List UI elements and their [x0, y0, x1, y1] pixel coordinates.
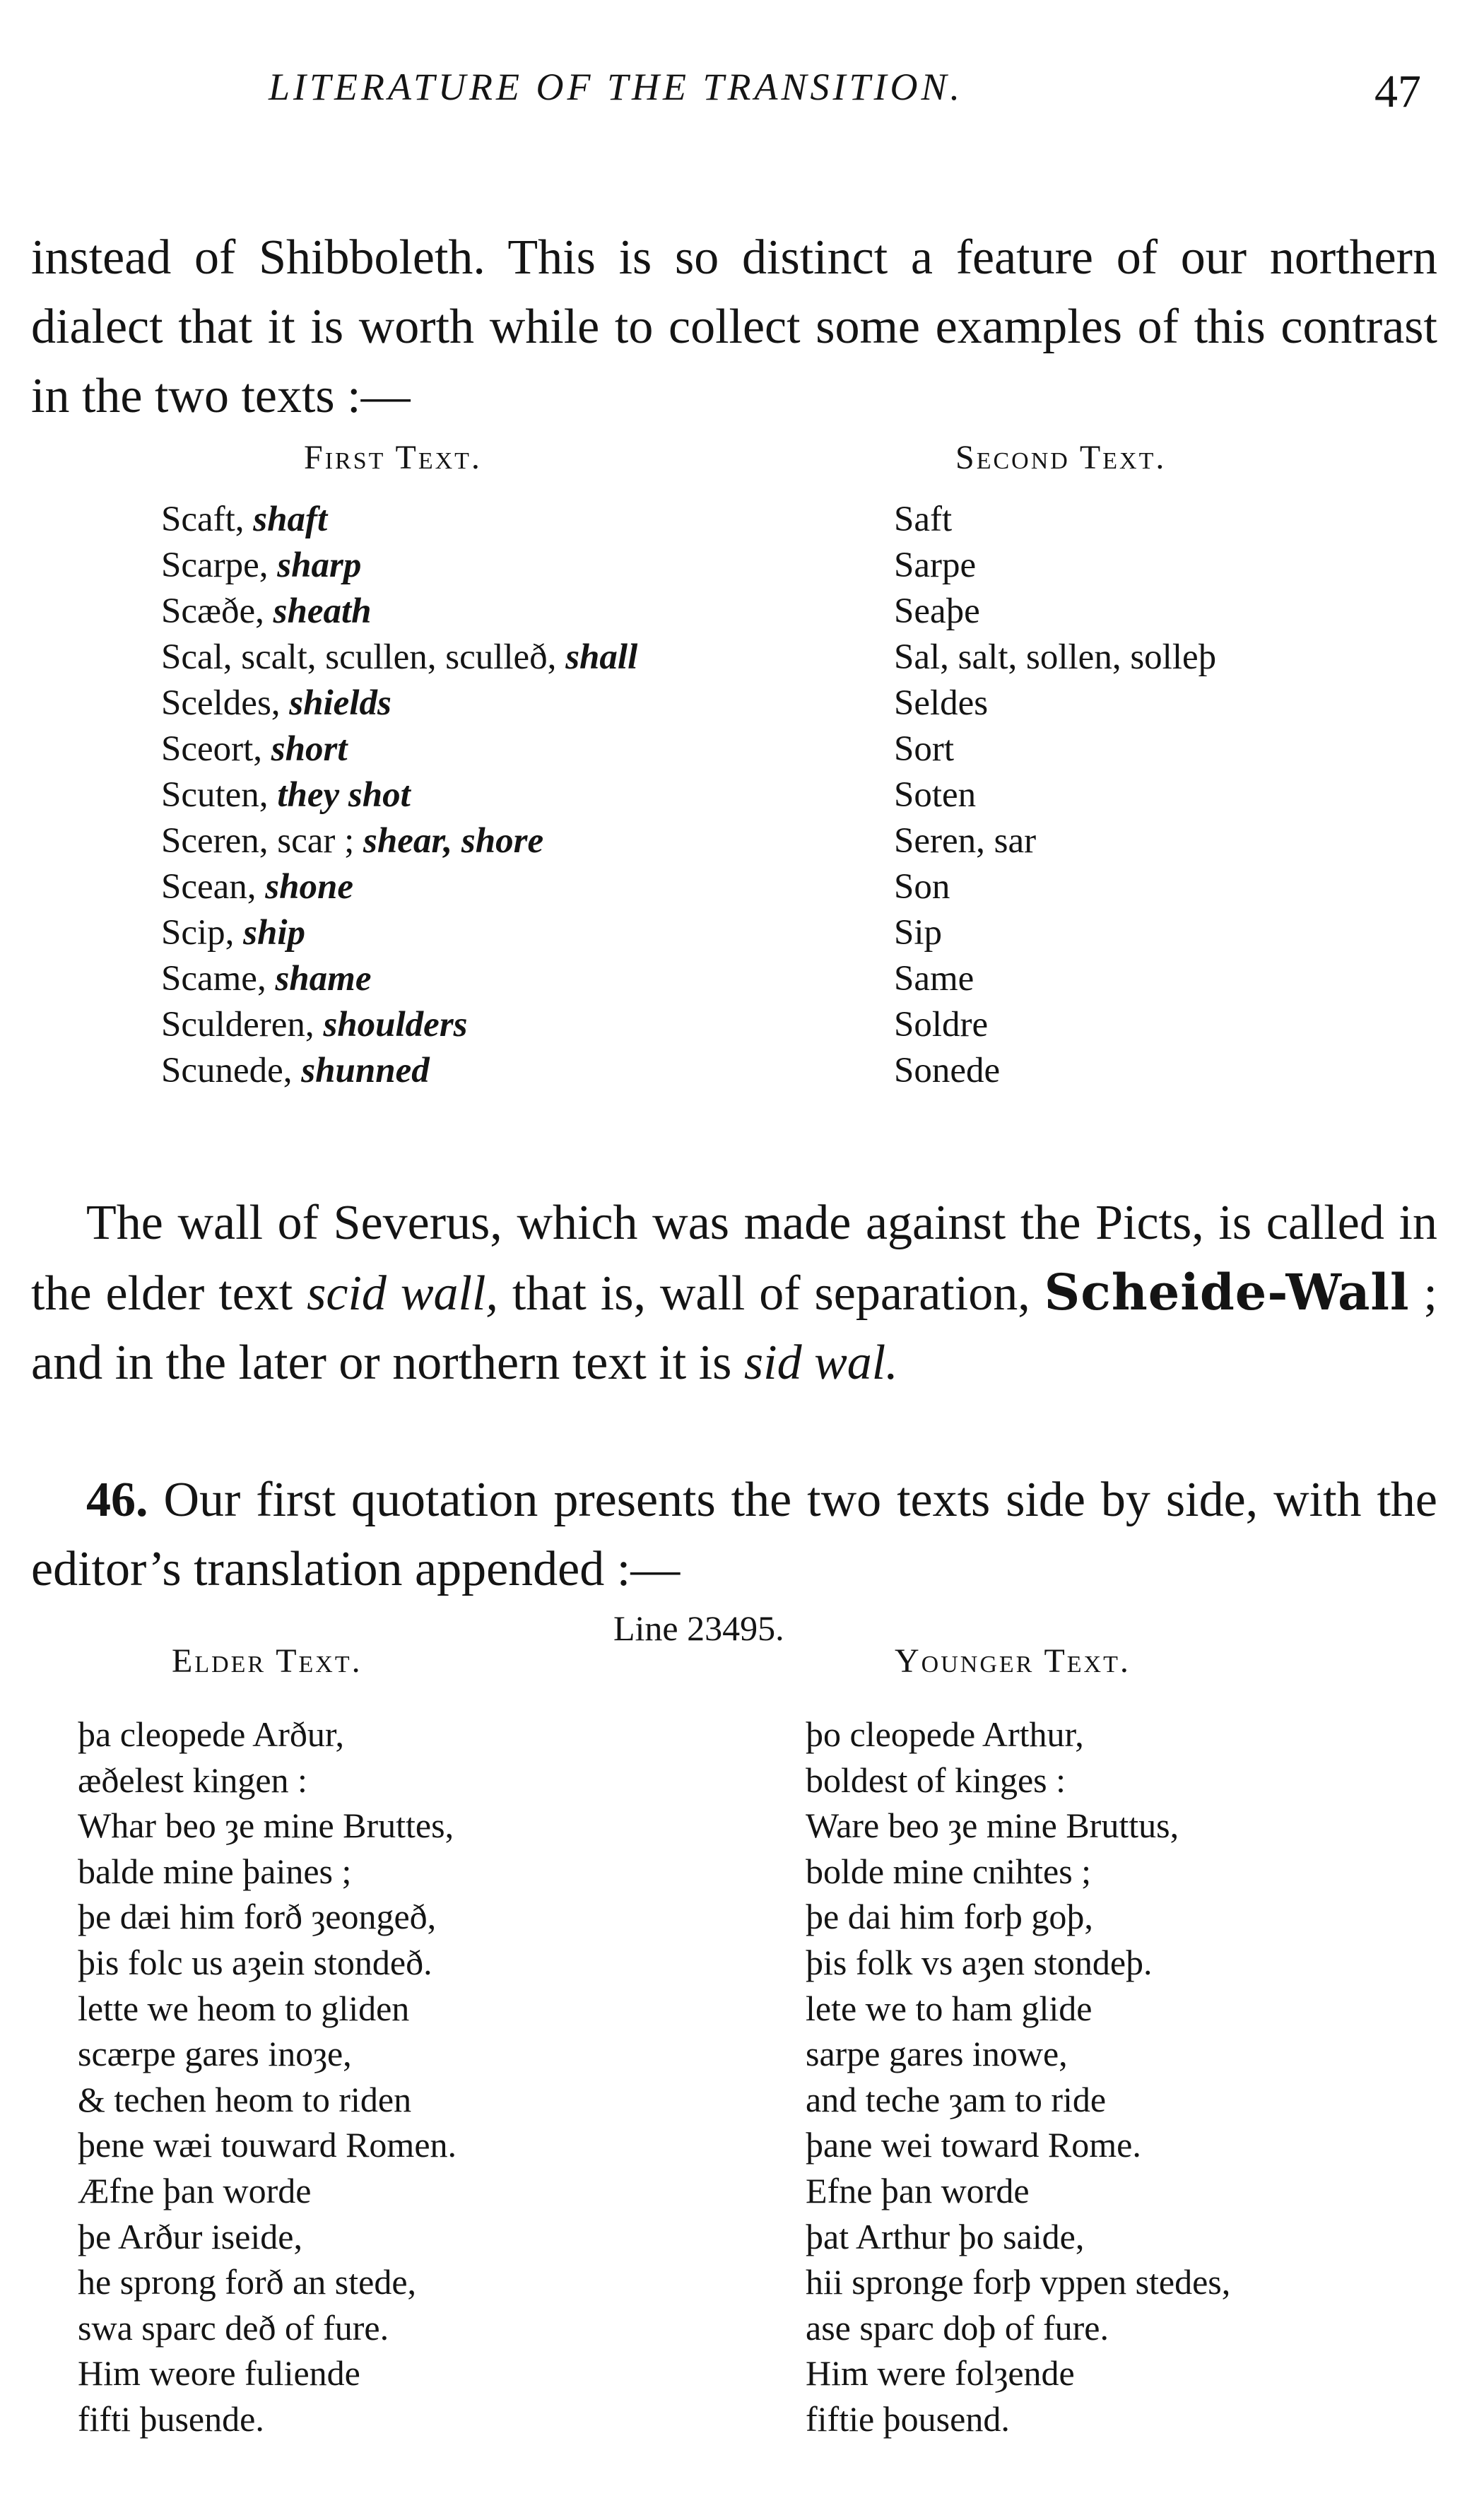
list-item: Same [894, 959, 974, 999]
verse-line: æðelest kingen : [78, 1760, 307, 1800]
wall-paragraph: The wall of Severus, which was made against the Picts, is called in the elder text scid wall, that is, wall of separation, Scheide-Wall ; and in the later or northern text it is sid wal. [31, 1196, 1437, 1390]
list-item: Seren, sar [894, 821, 1037, 861]
verse-line: boldest of kinges : [806, 1760, 1066, 1800]
list-item: Soten [894, 775, 977, 815]
list-item: Seaþe [894, 591, 980, 631]
list-item: Sal, salt, sollen, solleþ [894, 637, 1217, 677]
younger-text-heading: Younger Text. [895, 1642, 1131, 1680]
verse-line: Him weore fuliende [78, 2353, 360, 2394]
verse-line: lete we to ham glide [806, 1988, 1093, 2028]
list-item: Sculderen, shoulders [161, 1005, 468, 1044]
list-item: Scip, ship [161, 913, 306, 953]
intro-paragraph: instead of Shibboleth. This is so distinct a feature of our northern dialect that it is worth while to collect some examples of this contrast in the two texts :— [31, 230, 1437, 423]
list-item: Sarpe [894, 546, 977, 585]
verse-line: þis folc us aȝein stondeð. [78, 1942, 432, 1982]
section-paragraph: 46. Our first quotation presents the two texts side by side, with the editor’s translation appended :— [31, 1473, 1437, 1596]
verse-line: balde mine þaines ; [78, 1851, 352, 1891]
verse-line: bolde mine cnihtes ; [806, 1851, 1092, 1891]
list-item: Sip [894, 913, 943, 953]
elder-text-verse [78, 1712, 457, 2442]
younger-text-verse [806, 1712, 1230, 2442]
verse-line: Him were folȝende [806, 2353, 1075, 2394]
list-item: Scal, scalt, scullen, sculleð, shall [161, 637, 638, 677]
verse-line: ase sparc doþ of fure. [806, 2307, 1109, 2348]
section-number: 46. [86, 1473, 148, 1527]
list-item: Scunede, shunned [161, 1051, 430, 1090]
verse-line: swa sparc deð of fure. [78, 2307, 389, 2348]
scid-wall-term: scid wall, [307, 1266, 498, 1321]
list-item: Scuten, they shot [161, 775, 411, 815]
verse-line: þe dai him forþ goþ, [806, 1897, 1093, 1937]
second-text-heading: Second Text. [955, 439, 1167, 476]
verse-line: þis folk vs aȝen stondeþ. [806, 1942, 1153, 1982]
verse-line: fiftie þousend. [806, 2398, 1010, 2439]
list-item: Scæðe, sheath [161, 591, 372, 631]
verse-line: þe dæi him forð ȝeongeð, [78, 1897, 437, 1937]
first-text-heading: First Text. [304, 439, 482, 476]
fraktur-term: Scheide-Wall [1044, 1263, 1410, 1321]
list-item: Scaft, shaft [161, 500, 328, 539]
verse-line: & techen heom to riden [78, 2079, 412, 2119]
verse-line: scærpe gares inoȝe, [78, 2034, 352, 2074]
line-reference: Line 23495. [613, 1608, 784, 1648]
verse-line: and teche ȝam to ride [806, 2079, 1107, 2119]
verse-line: þa cleopede Arður, [78, 1714, 345, 1754]
first-text-list [161, 497, 637, 1094]
verse-line: Æfne þan worde [78, 2170, 312, 2210]
verse-line: þat Arthur þo saide, [806, 2216, 1085, 2256]
verse-line: Whar beo ȝe mine Bruttes, [78, 1806, 454, 1846]
list-item: Saft [894, 500, 953, 539]
verse-line: hii spronge forþ vppen stedes, [806, 2262, 1231, 2302]
verse-line: Efne þan worde [806, 2170, 1030, 2210]
list-item: Son [894, 867, 950, 907]
list-item: Seldes [894, 683, 989, 723]
sid-wal-term: sid wal. [743, 1336, 898, 1390]
verse-line: þane wei toward Rome. [806, 2125, 1141, 2165]
verse-line: fifti þusende. [78, 2398, 264, 2439]
verse-line: he sprong forð an stede, [78, 2262, 417, 2302]
list-item: Sceldes, shields [161, 683, 391, 723]
list-item: Soldre [894, 1005, 989, 1044]
list-item: Sort [894, 729, 955, 769]
list-item: Scarpe, sharp [161, 546, 362, 585]
verse-line: þene wæi touward Romen. [78, 2125, 457, 2165]
list-item: Sonede [894, 1051, 1001, 1090]
list-item: Sceort, short [161, 729, 348, 769]
second-text-list [894, 497, 1216, 1094]
verse-line: Ware beo ȝe mine Bruttus, [806, 1806, 1179, 1846]
page-number: 47 [1374, 66, 1421, 117]
list-item: Sceren, scar ; shear, shore [161, 821, 544, 861]
running-head [0, 65, 1484, 122]
verse-line: lette we heom to gliden [78, 1988, 410, 2028]
list-item: Scean, shone [161, 867, 353, 907]
running-title: LITERATURE OF THE TRANSITION. [269, 66, 964, 108]
verse-line: sarpe gares inowe, [806, 2034, 1068, 2074]
list-item: Scame, shame [161, 959, 372, 999]
verse-line: þo cleopede Arthur, [806, 1714, 1084, 1754]
elder-text-heading: Elder Text. [172, 1642, 363, 1680]
verse-line: þe Arður iseide, [78, 2216, 302, 2256]
